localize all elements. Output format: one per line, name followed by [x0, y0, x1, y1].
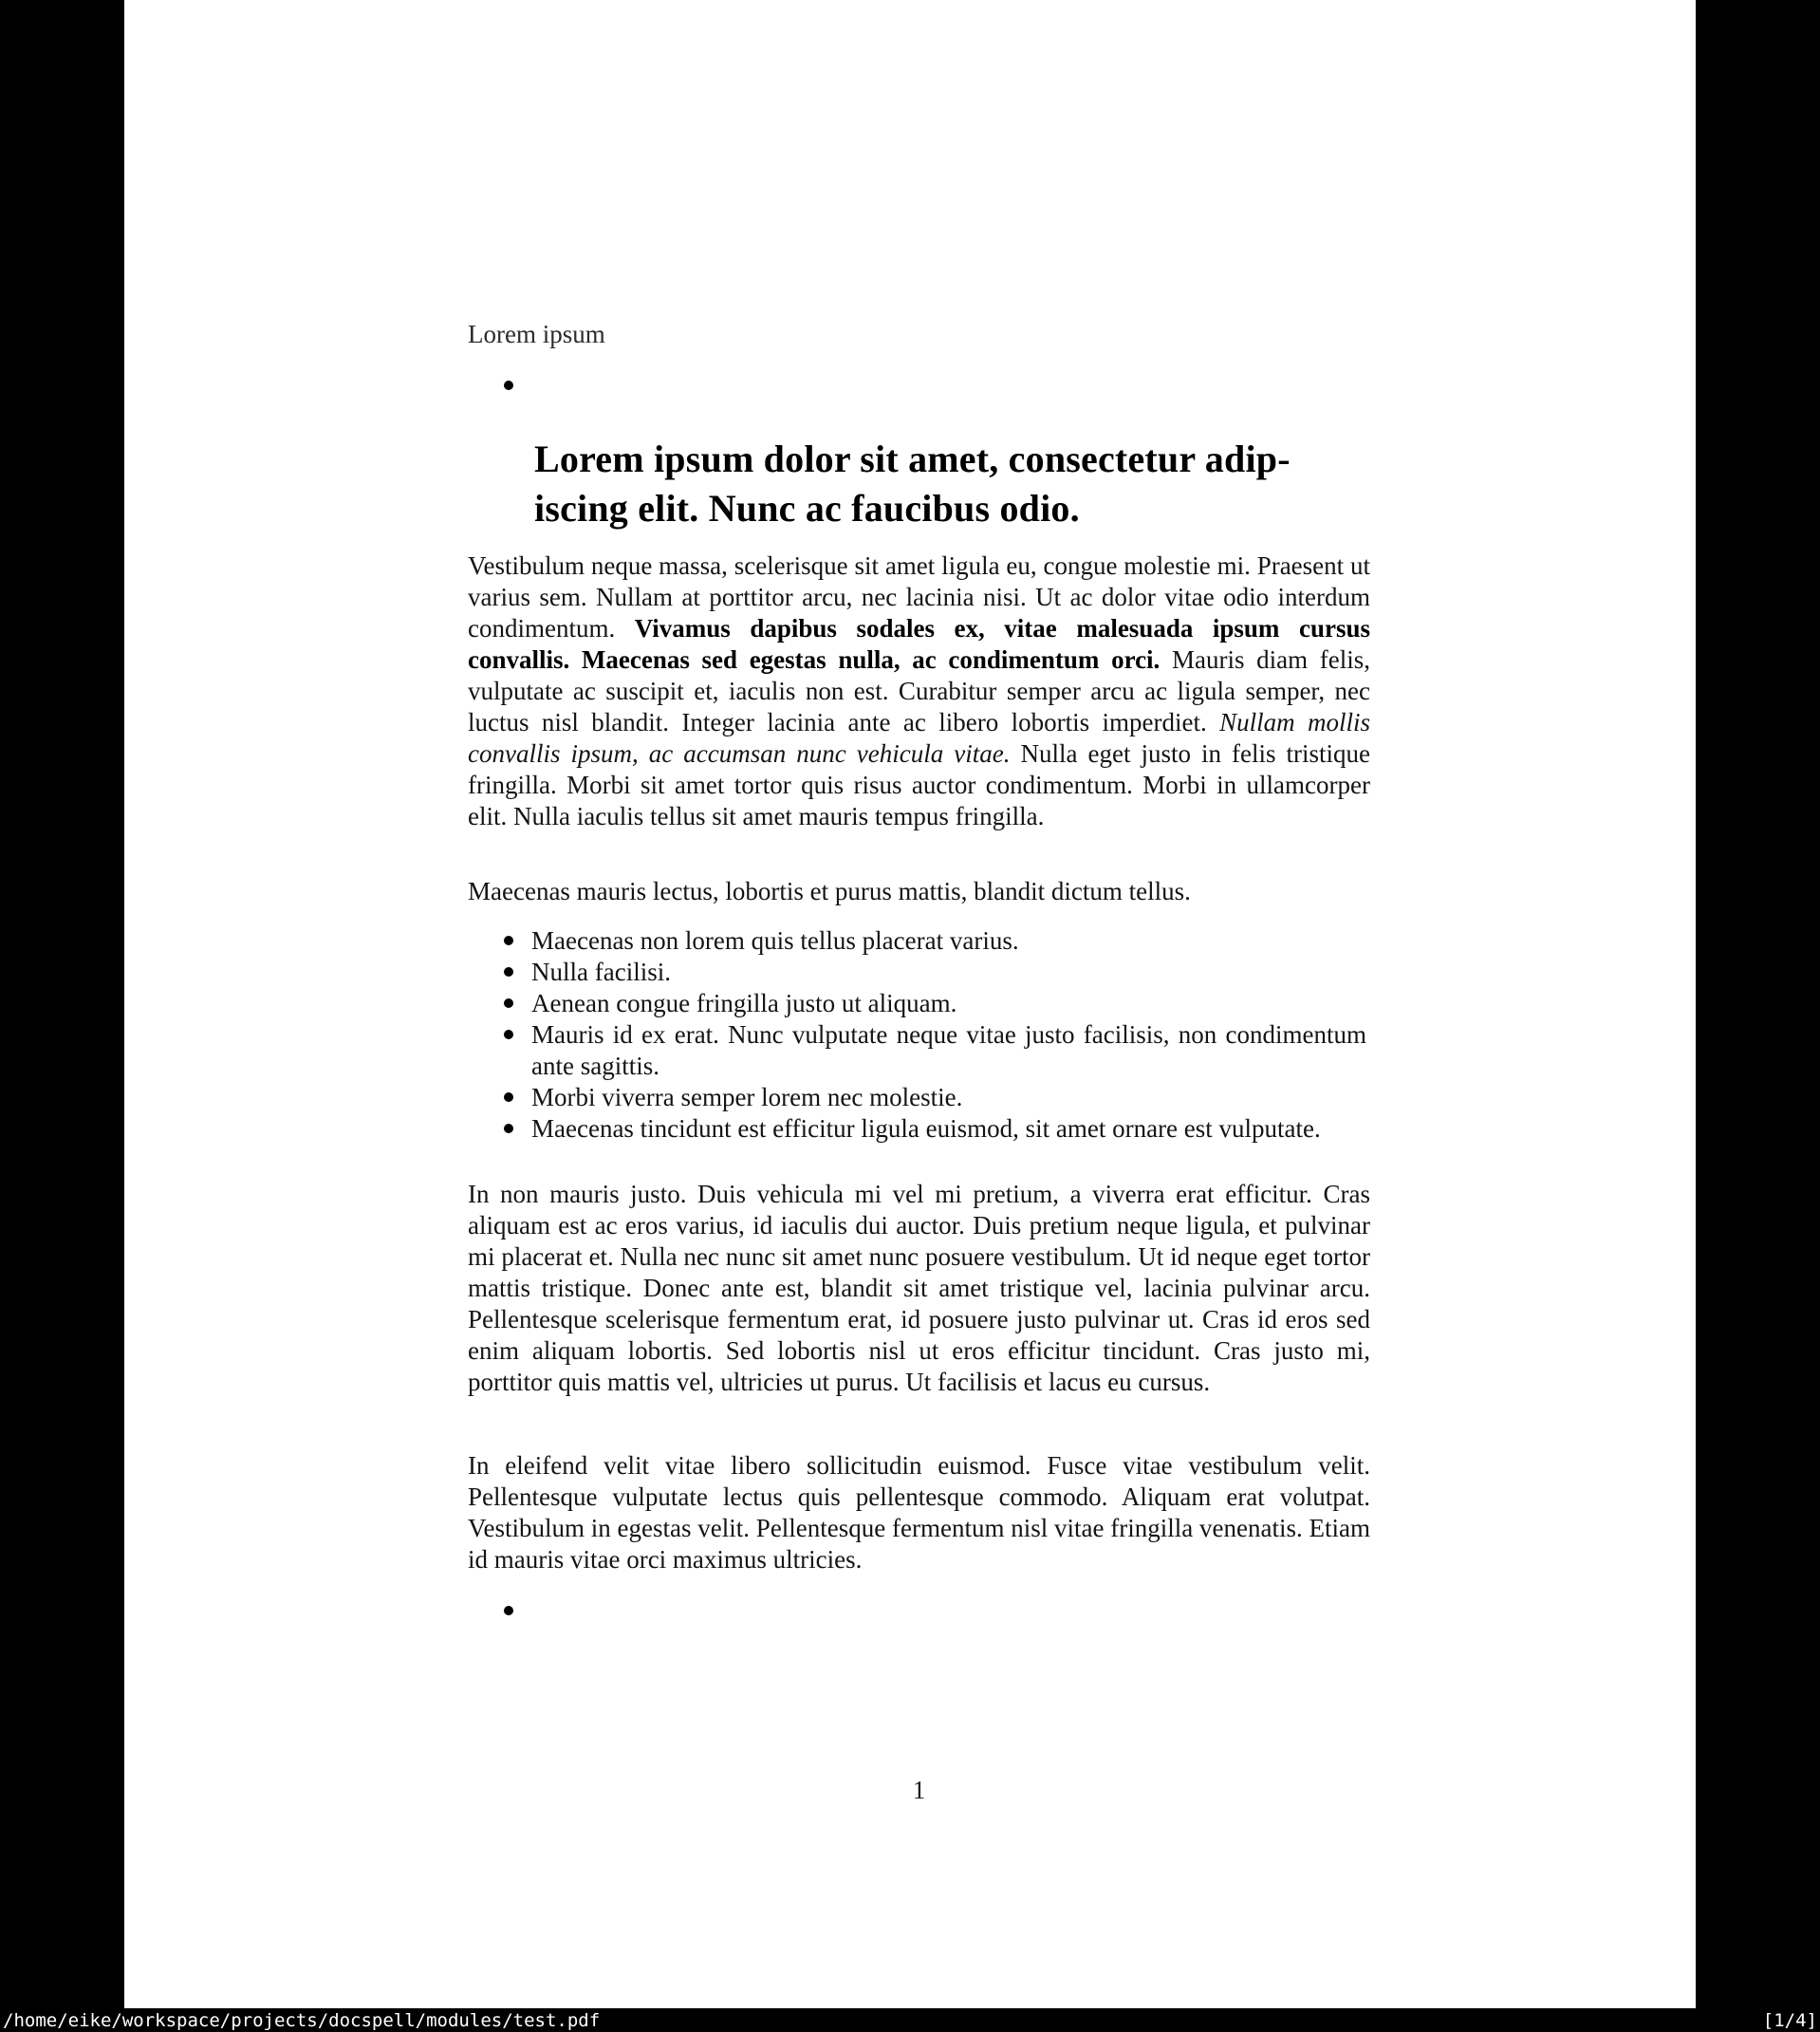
document-page[interactable]: [124, 0, 1696, 2008]
list-item-text: Maecenas tincidunt est efficitur ligula euismod, sit amet ornare est vulputate.: [531, 1114, 1321, 1143]
bullet-icon: [504, 381, 513, 390]
list-item-text: Aenean congue fringilla justo ut aliquam.: [531, 989, 957, 1017]
intro-text: Lorem ipsum: [468, 320, 605, 348]
bullet-icon: [504, 967, 513, 977]
list-item: [468, 1113, 1366, 1145]
bullet-icon: [504, 936, 513, 945]
section-heading-line-1: Lorem ipsum dolor sit amet, consectetur adip-: [534, 438, 1291, 480]
list-item-text: Morbi viverra semper lorem nec molestie.: [531, 1083, 963, 1111]
page-number: 1: [912, 1776, 926, 1804]
list-item: [468, 957, 1366, 988]
paragraph-3: In non mauris justo. Duis vehicula mi vel mi pretium, a viverra erat efficitur. Cras aliquam est ac eros varius, id iaculis dui auctor. Duis pretium neque ligula, et pulvinar mi placerat et. Nulla nec nunc sit amet nunc posuere vestibulum. Ut id neque eget tortor mattis tristique. Donec ante est, blandit sit amet tristique vel, lacinia pulvinar arcu. Pellentesque scelerisque fermentum erat, id posuere justo pulvinar ut. Cras id eros sed enim aliquam lobortis. Sed lobortis nisl ut eros efficitur tincidunt. Cras justo mi, porttitor quis mattis vel, ultricies ut purus. Ut facilisis et lacus eu cursus.: [468, 1180, 1370, 1396]
bullet-icon: [504, 998, 513, 1008]
bullet-list: [468, 925, 1370, 1145]
statusbar: [0, 2008, 1820, 2032]
text-segment-normal: Vestibulum neque massa, scelerisque sit amet ligula eu, congue molestie mi. Praesent ut varius sem. Nullam at porttitor arcu, nec lacinia nisi. Ut ac dolor vitae odio interdum condimentum.: [468, 551, 1370, 643]
section-heading: [534, 435, 1291, 533]
list-item: [468, 925, 1366, 957]
paragraph-1: [468, 550, 1370, 832]
list-item: [468, 1082, 1366, 1113]
text-segment-bold: Vivamus dapibus sodales ex, vitae malesuada ipsum cursus convallis. Maecenas sed egestas nulla, ac condimentum orci.: [468, 614, 1370, 674]
section-heading-line-2: iscing elit. Nunc ac faucibus odio.: [534, 487, 1080, 530]
list-item-text: Mauris id ex erat. Nunc vulputate neque vitae justo facilisis, non condimentum ante sagittis.: [531, 1020, 1366, 1080]
paragraph-4: In eleifend velit vitae libero sollicitudin euismod. Fusce vitae vestibulum velit. Pellentesque vulputate lectus quis pellentesque commodo. Aliquam erat volutpat. Vestibulum in egestas velit. Pellentesque fermentum nisl vitae fringilla venenatis. Etiam id mauris vitae orci maximus ultricies.: [468, 1451, 1370, 1574]
bullet-icon: [504, 1124, 513, 1133]
text-segment-normal: Mauris diam felis, vulputate ac suscipit et, iaculis non est. Curabitur semper arcu ac ligula semper, nec luctus nisl blandit. Integer lacinia ante ac libero lobortis imperdiet.: [468, 645, 1370, 736]
list-item: [468, 1019, 1366, 1082]
paragraph-2: Maecenas mauris lectus, lobortis et purus mattis, blandit dictum tellus.: [468, 877, 1191, 905]
bullet-icon: [504, 1030, 513, 1039]
text-segment-italic: Nullam mollis convallis ipsum, ac accumsan nunc vehicula vitae.: [468, 708, 1370, 768]
bullet-icon: [504, 1606, 513, 1615]
statusbar-page-indicator: [1/4]: [1762, 2009, 1817, 2031]
list-item-text: Maecenas non lorem quis tellus placerat varius.: [531, 926, 1019, 955]
text-segment-normal: Nulla eget justo in felis tristique fringilla. Morbi sit amet tortor quis risus auctor condimentum. Morbi in ullamcorper elit. Nulla iaculis tellus sit amet mauris tempus fringilla.: [468, 739, 1370, 830]
list-item-text: Nulla facilisi.: [531, 958, 671, 986]
bullet-icon: [504, 1092, 513, 1102]
statusbar-file-path: /home/eike/workspace/projects/docspell/modules/test.pdf: [3, 2009, 601, 2031]
list-item: [468, 988, 1366, 1019]
